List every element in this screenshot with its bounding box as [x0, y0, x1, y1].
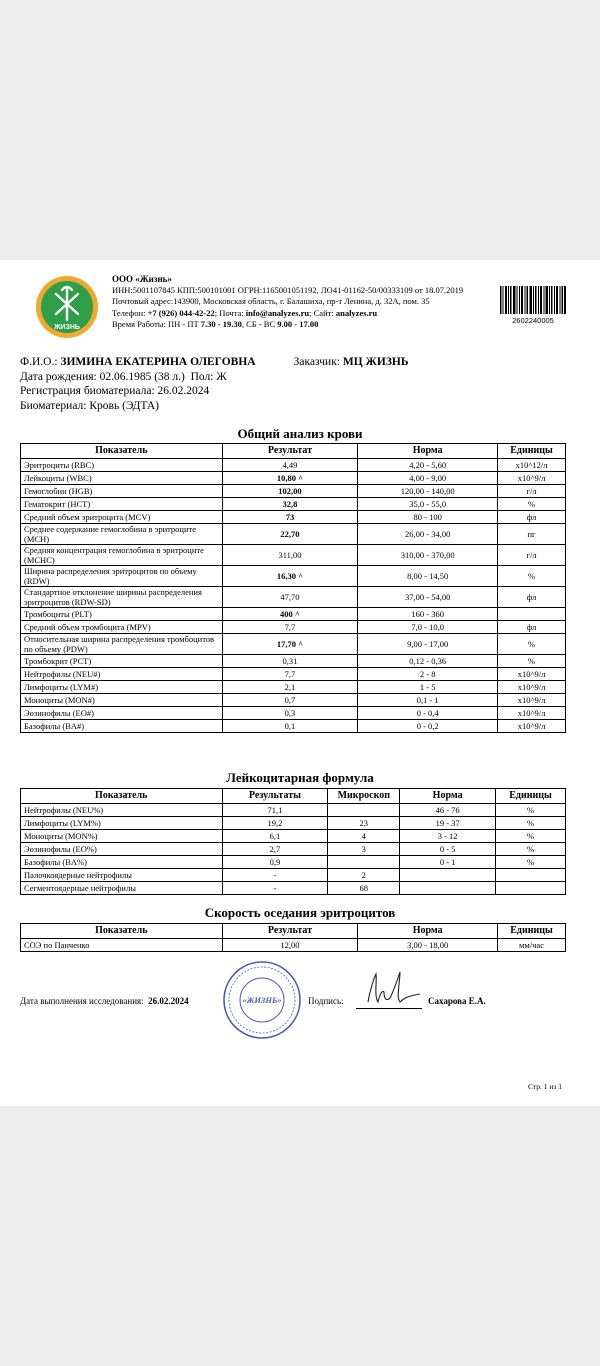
- test-result: 0,9: [222, 856, 328, 869]
- test-name: Тромбоциты (PLT): [21, 608, 223, 621]
- test-unit: x10^9/л: [498, 668, 566, 681]
- table-row: [21, 545, 566, 566]
- test-result: 22,70: [222, 524, 358, 545]
- test-name: Лейкоциты (WBC): [21, 472, 223, 485]
- stamp-seal: [222, 960, 302, 1040]
- test-name: Средний объем эритроцита (MCV): [21, 511, 223, 524]
- cbc-col-norm: Норма: [358, 444, 498, 459]
- test-unit: x10^9/л: [498, 472, 566, 485]
- cbc-table: [20, 443, 566, 733]
- table-row: [21, 694, 566, 707]
- test-unit: пг: [498, 524, 566, 545]
- table-row: [21, 681, 566, 694]
- test-name: Гемоглобин (HGB): [21, 485, 223, 498]
- page-number: Стр. 1 из 1: [528, 1082, 562, 1091]
- signature-line: [356, 1008, 422, 1009]
- patient-name-row: [20, 355, 580, 370]
- test-name: Эозинофилы (EO%): [21, 843, 223, 856]
- test-unit: г/л: [498, 485, 566, 498]
- esr-col-result: Результат: [222, 924, 358, 939]
- test-unit: %: [498, 655, 566, 668]
- table-row: [21, 882, 566, 895]
- signature: [350, 968, 430, 1010]
- date-of-birth: Дата рождения: 02.06.1985 (38 л.): [20, 370, 185, 383]
- hours-weekend-label: , СБ - ВС: [241, 318, 276, 329]
- test-microscope: 68: [328, 882, 400, 895]
- table-row: [21, 817, 566, 830]
- client-name: МЦ ЖИЗНЬ: [342, 356, 409, 368]
- test-name: Лимфоциты (LYM%): [21, 817, 223, 830]
- leuko-col-name: Показатель: [21, 789, 223, 804]
- test-norm: 80 - 100: [358, 511, 498, 524]
- test-unit: %: [496, 830, 566, 843]
- test-name: Ширина распределения эритроцитов по объему (RDW): [21, 566, 223, 587]
- test-unit: x10^9/л: [498, 681, 566, 694]
- test-name: Относительная ширина распределения тромбоцитов по объему (PDW): [21, 634, 223, 655]
- cbc-col-name: Показатель: [21, 444, 223, 459]
- test-norm: 19 - 37: [400, 817, 496, 830]
- test-norm: 4,00 - 9,00: [358, 472, 498, 485]
- test-name: Базофилы (BA#): [21, 720, 223, 733]
- org-contacts: [112, 308, 492, 319]
- test-name: Базофилы (BA%): [21, 856, 223, 869]
- test-name: Средняя концентрация гемоглобина в эритроците (MCHC): [21, 545, 223, 566]
- patient-info: [20, 355, 580, 413]
- org-name: ООО «Жизнь»: [112, 274, 172, 284]
- test-result: 12,00: [222, 939, 358, 952]
- test-unit: %: [498, 634, 566, 655]
- svg-text:«ЖИЗНЬ»: «ЖИЗНЬ»: [242, 995, 282, 1005]
- test-norm: 3 - 12: [400, 830, 496, 843]
- table-row: [21, 621, 566, 634]
- test-unit: фл: [498, 511, 566, 524]
- test-unit: %: [496, 856, 566, 869]
- hours-weekday: 7.30 - 19.30: [200, 318, 242, 329]
- test-unit: x10^9/л: [498, 720, 566, 733]
- barcode: [500, 286, 566, 314]
- table-row: [21, 655, 566, 668]
- svg-text:ЖИЗНЬ: ЖИЗНЬ: [54, 324, 80, 331]
- test-result: 0,1: [222, 720, 358, 733]
- registration-date: Регистрация биоматериала: 26.02.2024: [20, 385, 210, 397]
- test-norm: 0 - 5: [400, 843, 496, 856]
- date-value: 26.02.2024: [148, 996, 189, 1006]
- test-result: 400 ^: [222, 608, 358, 621]
- test-norm: 1 - 5: [358, 681, 498, 694]
- test-norm: 0 - 0,4: [358, 707, 498, 720]
- org-address: Почтовый адрес:143900, Московская область, г. Балашиха, пр-т Ленина, д. 32А, пом. 35: [112, 296, 430, 307]
- site-label: ; Сайт:: [309, 307, 334, 318]
- leuko-col-unit: Единицы: [496, 789, 566, 804]
- test-norm: 35,0 - 55,0: [358, 498, 498, 511]
- table-row: [21, 668, 566, 681]
- test-unit: %: [496, 817, 566, 830]
- test-microscope: [328, 856, 400, 869]
- test-name: Тромбокрит (PCT): [21, 655, 223, 668]
- test-unit: x10^12/л: [498, 459, 566, 472]
- test-result: 10,80 ^: [222, 472, 358, 485]
- test-norm: 8,00 - 14,50: [358, 566, 498, 587]
- table-row: [21, 804, 566, 817]
- leuko-title: Лейкоцитарная формула: [226, 770, 374, 785]
- date-label: Дата выполнения исследования:: [20, 996, 144, 1006]
- test-norm: 46 - 76: [400, 804, 496, 817]
- test-unit: фл: [498, 621, 566, 634]
- hours-weekend: 9.00 - 17.00: [277, 318, 319, 329]
- test-name: Нейтрофилы (NEU#): [21, 668, 223, 681]
- table-row: [21, 472, 566, 485]
- test-unit: %: [498, 566, 566, 587]
- table-row: [21, 485, 566, 498]
- table-row: [21, 608, 566, 621]
- test-unit: %: [498, 498, 566, 511]
- leuko-header-row: [21, 789, 566, 804]
- mail-label: ; Почта:: [214, 307, 244, 318]
- dob-row: [20, 370, 580, 385]
- test-name: Средний объем тромбоцита (MPV): [21, 621, 223, 634]
- table-row: [21, 498, 566, 511]
- phone-label: Телефон:: [112, 307, 146, 318]
- patient-name: ЗИМИНА ЕКАТЕРИНА ОЛЕГОВНА: [60, 356, 256, 368]
- test-result: 32,8: [222, 498, 358, 511]
- mail: info@analyzes.ru: [245, 307, 310, 318]
- test-result: 19,2: [222, 817, 328, 830]
- test-name: Среднее содержание гемоглобина в эритроците (MCH): [21, 524, 223, 545]
- company-header: [112, 274, 492, 330]
- test-microscope: 2: [328, 869, 400, 882]
- table-row: [21, 707, 566, 720]
- test-microscope: 3: [328, 843, 400, 856]
- test-norm: 2 - 8: [358, 668, 498, 681]
- org-requisites: ИНН:5001107845 КПП:500101001 ОГРН:1165001051192, ЛО41-01162-50/00333109 от 18.07.2019: [112, 285, 464, 296]
- test-norm: 3,00 - 18,00: [358, 939, 498, 952]
- leuko-col-result: Результаты: [222, 789, 328, 804]
- phone: +7 (926) 044-42-22: [147, 307, 215, 318]
- test-name: Палочкоядерные нейтрофилы: [21, 869, 223, 882]
- cbc-col-result: Результат: [222, 444, 358, 459]
- test-norm: 37,00 - 54,00: [358, 587, 498, 608]
- org-hours: [112, 319, 492, 330]
- table-row: [21, 524, 566, 545]
- leuko-col-norm: Норма: [400, 789, 496, 804]
- test-result: 2,1: [222, 681, 358, 694]
- table-row: [21, 830, 566, 843]
- test-name: Эритроциты (RBC): [21, 459, 223, 472]
- test-result: -: [222, 882, 328, 895]
- test-norm: 120,00 - 140,00: [358, 485, 498, 498]
- test-microscope: [328, 804, 400, 817]
- test-unit: [498, 608, 566, 621]
- test-norm: 160 - 360: [358, 608, 498, 621]
- test-norm: 26,00 - 34,00: [358, 524, 498, 545]
- barcode-number: 2602240005: [512, 316, 554, 325]
- test-unit: x10^9/л: [498, 694, 566, 707]
- test-unit: %: [496, 804, 566, 817]
- table-row: [21, 566, 566, 587]
- table-row: [21, 869, 566, 882]
- table-row: [21, 511, 566, 524]
- test-norm: 0 - 0,2: [358, 720, 498, 733]
- test-name: Нейтрофилы (NEU%): [21, 804, 223, 817]
- cbc-header-row: [21, 444, 566, 459]
- test-unit: %: [496, 843, 566, 856]
- esr-col-name: Показатель: [21, 924, 223, 939]
- test-name: Сегментоядерные нейтрофилы: [21, 882, 223, 895]
- sex: Пол: Ж: [190, 370, 227, 383]
- esr-col-unit: Единицы: [498, 924, 566, 939]
- test-result: 2,7: [222, 843, 328, 856]
- test-result: 6,1: [222, 830, 328, 843]
- cbc-title: Общий анализ крови: [237, 426, 363, 441]
- test-norm: 0,1 - 1: [358, 694, 498, 707]
- test-name: СОЭ по Панченко: [21, 939, 223, 952]
- table-row: [21, 634, 566, 655]
- table-row: [21, 856, 566, 869]
- test-norm: 4,20 - 5,60: [358, 459, 498, 472]
- test-result: 0,7: [222, 694, 358, 707]
- test-name: Гематокрит (HCT): [21, 498, 223, 511]
- test-result: 7,7: [222, 668, 358, 681]
- test-result: 4,49: [222, 459, 358, 472]
- test-result: 0,3: [222, 707, 358, 720]
- test-norm: 9,00 - 17,00: [358, 634, 498, 655]
- test-norm: [400, 869, 496, 882]
- test-unit: [496, 869, 566, 882]
- test-result: 102,00: [222, 485, 358, 498]
- test-microscope: 4: [328, 830, 400, 843]
- test-unit: [496, 882, 566, 895]
- test-result: -: [222, 869, 328, 882]
- test-unit: г/л: [498, 545, 566, 566]
- table-row: [21, 843, 566, 856]
- table-row: [21, 587, 566, 608]
- test-name: Стандартное отклонение ширины распределения эритроцитов (RDW-SD): [21, 587, 223, 608]
- hours-label: Время Работы: ПН - ПТ: [112, 318, 199, 329]
- test-result: 71,1: [222, 804, 328, 817]
- test-norm: 0,12 - 0,36: [358, 655, 498, 668]
- test-norm: 0 - 1: [400, 856, 496, 869]
- leuko-table: [20, 788, 566, 895]
- execution-date: [20, 996, 189, 1006]
- biomaterial: Биоматериал: Кровь (ЭДТА): [20, 399, 159, 412]
- test-result: 47,70: [222, 587, 358, 608]
- table-row: [21, 459, 566, 472]
- test-microscope: 23: [328, 817, 400, 830]
- signer-name: Сахарова Е.А.: [428, 996, 486, 1006]
- test-unit: фл: [498, 587, 566, 608]
- test-name: Эозинофилы (EO#): [21, 707, 223, 720]
- test-name: Моноциты (MON%): [21, 830, 223, 843]
- esr-header-row: [21, 924, 566, 939]
- table-row: [21, 720, 566, 733]
- test-result: 311,00: [222, 545, 358, 566]
- company-logo: [34, 274, 100, 340]
- test-result: 0,31: [222, 655, 358, 668]
- test-result: 7,7: [222, 621, 358, 634]
- test-norm: [400, 882, 496, 895]
- test-result: 16,30 ^: [222, 566, 358, 587]
- test-result: 73: [222, 511, 358, 524]
- test-name: Моноциты (MON#): [21, 694, 223, 707]
- test-unit: x10^9/л: [498, 707, 566, 720]
- esr-title: Скорость оседания эритроцитов: [204, 905, 396, 920]
- test-result: 17,70 ^: [222, 634, 358, 655]
- test-unit: мм/час: [498, 939, 566, 952]
- site: analyzes.ru: [335, 307, 378, 318]
- cbc-col-unit: Единицы: [498, 444, 566, 459]
- test-name: Лимфоциты (LYM#): [21, 681, 223, 694]
- client-label: Заказчик:: [293, 356, 340, 368]
- test-norm: 310,00 - 370,00: [358, 545, 498, 566]
- test-norm: 7,0 - 10,0: [358, 621, 498, 634]
- esr-col-norm: Норма: [358, 924, 498, 939]
- leuko-col-micro: Микроскоп: [328, 789, 400, 804]
- esr-table: [20, 923, 566, 952]
- lab-report-page: [0, 260, 600, 1106]
- table-row: [21, 939, 566, 952]
- fio-label: Ф.И.О.:: [20, 356, 58, 368]
- signature-label: Подпись:: [308, 996, 344, 1006]
